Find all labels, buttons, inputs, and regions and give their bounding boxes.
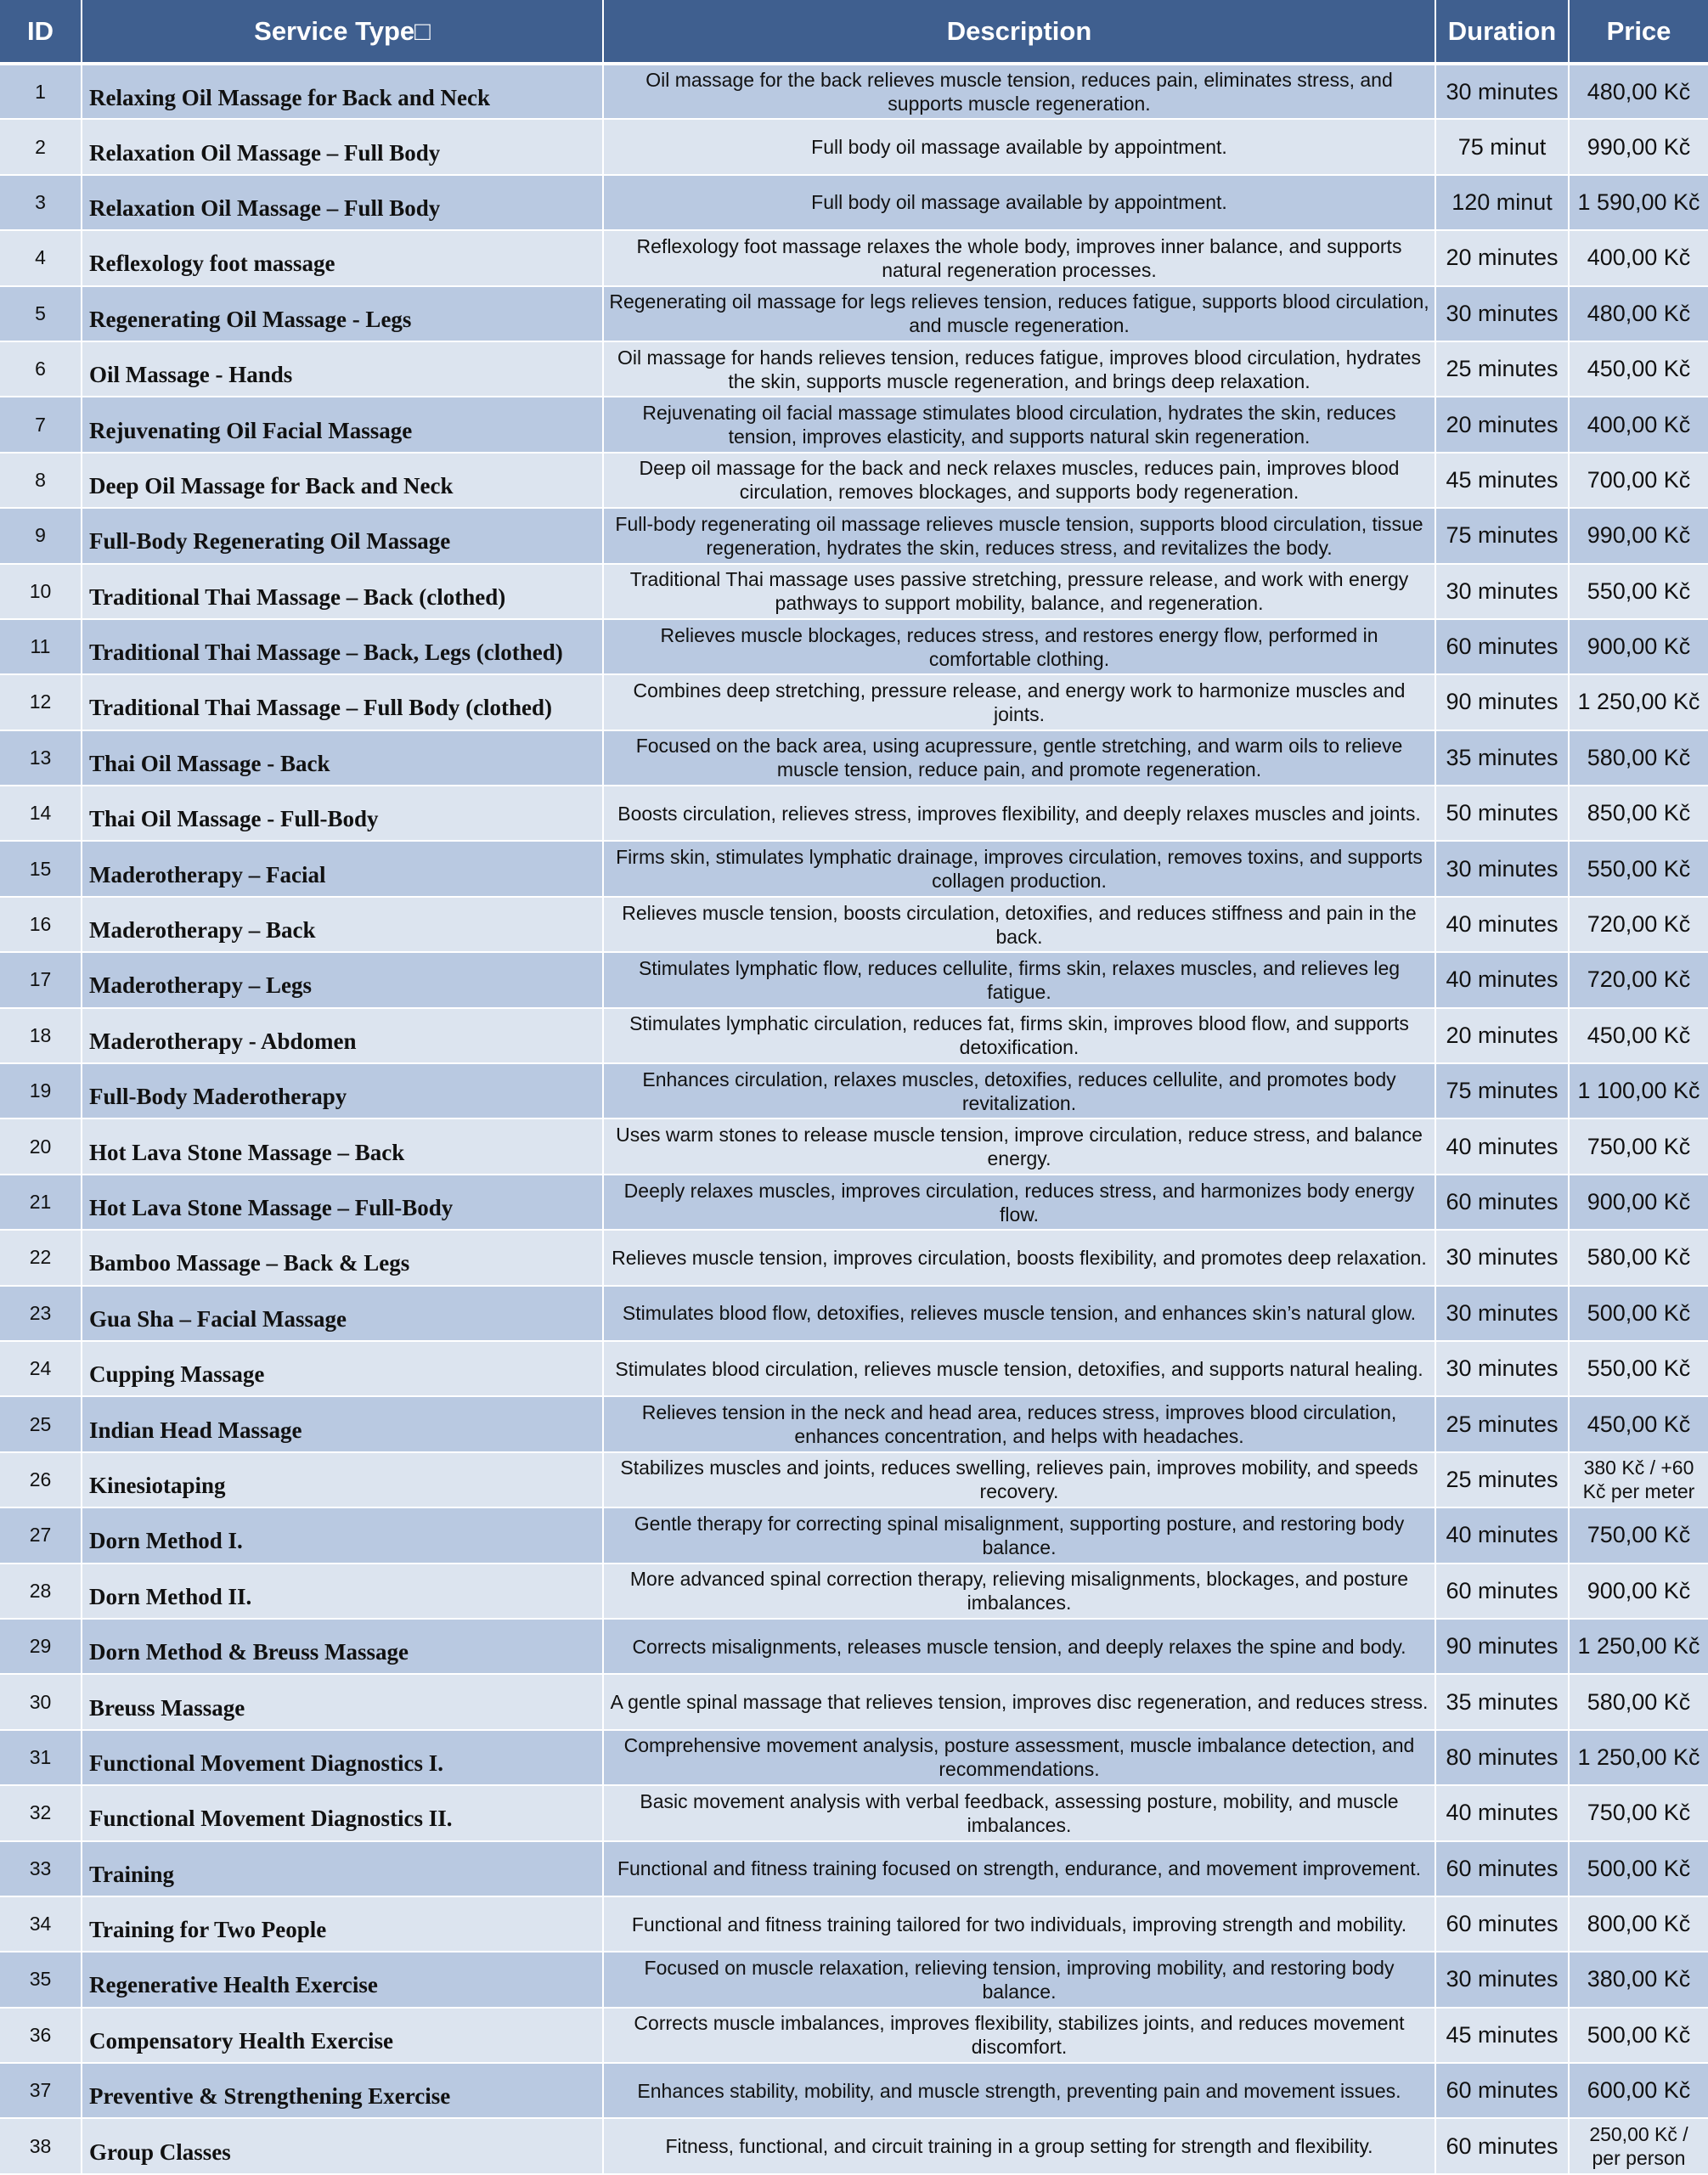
cell-service-type: Relaxation Oil Massage – Full Body xyxy=(82,119,603,174)
table-row xyxy=(0,1230,1708,1285)
cell-id: 37 xyxy=(0,2063,82,2118)
cell-service-type: Traditional Thai Massage – Back, Legs (clothed) xyxy=(82,619,603,674)
cell-price: 580,00 Kč xyxy=(1569,730,1708,786)
cell-duration: 45 minutes xyxy=(1435,453,1569,508)
cell-description: Uses warm stones to release muscle tension, improve circulation, reduce stress, and balance energy. xyxy=(603,1118,1435,1174)
table-header xyxy=(0,0,1708,64)
table-row xyxy=(0,1841,1708,1896)
cell-duration: 60 minutes xyxy=(1435,1564,1569,1619)
cell-service-type: Regenerative Health Exercise xyxy=(82,1952,603,2007)
table-row xyxy=(0,1341,1708,1396)
table-row xyxy=(0,674,1708,730)
cell-service-type: Deep Oil Massage for Back and Neck xyxy=(82,453,603,508)
cell-description: More advanced spinal correction therapy, relieving misalignments, blockages, and posture imbalances. xyxy=(603,1564,1435,1619)
cell-id: 19 xyxy=(0,1063,82,1118)
cell-duration: 30 minutes xyxy=(1435,1952,1569,2007)
table-row xyxy=(0,286,1708,341)
table-row xyxy=(0,564,1708,619)
cell-description: Oil massage for hands relieves tension, reduces fatigue, improves blood circulation, hydrates the skin, supports muscle regeneration, and brings deep relaxation. xyxy=(603,341,1435,397)
cell-id: 12 xyxy=(0,674,82,730)
cell-id: 11 xyxy=(0,619,82,674)
cell-id: 23 xyxy=(0,1286,82,1341)
cell-description: Rejuvenating oil facial massage stimulates blood circulation, hydrates the skin, reduces tension, improves elasticity, and supports natural skin regeneration. xyxy=(603,397,1435,452)
table-row xyxy=(0,1396,1708,1451)
cell-service-type: Bamboo Massage – Back & Legs xyxy=(82,1230,603,1285)
table-row xyxy=(0,1175,1708,1230)
cell-price: 500,00 Kč xyxy=(1569,2008,1708,2063)
table-row xyxy=(0,1730,1708,1785)
cell-price: 450,00 Kč xyxy=(1569,341,1708,397)
cell-duration: 75 minut xyxy=(1435,119,1569,174)
cell-id: 32 xyxy=(0,1785,82,1840)
cell-price: 750,00 Kč xyxy=(1569,1507,1708,1563)
cell-description: Relieves tension in the neck and head area, reduces stress, improves blood circulation, enhances concentration, and helps with headaches. xyxy=(603,1396,1435,1451)
cell-price: 1 250,00 Kč xyxy=(1569,1619,1708,1674)
cell-description: Traditional Thai massage uses passive stretching, pressure release, and work with energy pathways to support mobility, balance, and regeneration. xyxy=(603,564,1435,619)
table-row xyxy=(0,1507,1708,1563)
cell-description: Oil massage for the back relieves muscle tension, reduces pain, eliminates stress, and supports muscle regeneration. xyxy=(603,64,1435,119)
cell-id: 26 xyxy=(0,1452,82,1507)
cell-duration: 35 minutes xyxy=(1435,1674,1569,1729)
cell-duration: 60 minutes xyxy=(1435,2063,1569,2118)
cell-price: 400,00 Kč xyxy=(1569,230,1708,285)
cell-duration: 60 minutes xyxy=(1435,619,1569,674)
column-header-price: Price xyxy=(1569,0,1708,64)
cell-service-type: Functional Movement Diagnostics II. xyxy=(82,1785,603,1840)
cell-id: 30 xyxy=(0,1674,82,1729)
cell-id: 27 xyxy=(0,1507,82,1563)
cell-id: 33 xyxy=(0,1841,82,1896)
cell-duration: 20 minutes xyxy=(1435,397,1569,452)
cell-id: 35 xyxy=(0,1952,82,2007)
table-row xyxy=(0,1063,1708,1118)
cell-id: 4 xyxy=(0,230,82,285)
cell-description: Deeply relaxes muscles, improves circulation, reduces stress, and harmonizes body energy flow. xyxy=(603,1175,1435,1230)
cell-duration: 30 minutes xyxy=(1435,1286,1569,1341)
cell-service-type: Training xyxy=(82,1841,603,1896)
cell-id: 28 xyxy=(0,1564,82,1619)
table-row xyxy=(0,841,1708,896)
cell-price: 400,00 Kč xyxy=(1569,397,1708,452)
cell-price: 850,00 Kč xyxy=(1569,786,1708,841)
cell-price: 380,00 Kč xyxy=(1569,1952,1708,2007)
table-row xyxy=(0,1564,1708,1619)
table-row xyxy=(0,397,1708,452)
cell-duration: 25 minutes xyxy=(1435,341,1569,397)
cell-description: Stabilizes muscles and joints, reduces swelling, relieves pain, improves mobility, and speeds recovery. xyxy=(603,1452,1435,1507)
cell-service-type: Full-Body Maderotherapy xyxy=(82,1063,603,1118)
table-row xyxy=(0,2008,1708,2063)
cell-service-type: Thai Oil Massage - Full-Body xyxy=(82,786,603,841)
cell-description: Enhances circulation, relaxes muscles, detoxifies, reduces cellulite, and promotes body revitalization. xyxy=(603,1063,1435,1118)
cell-duration: 30 minutes xyxy=(1435,286,1569,341)
cell-service-type: Group Classes xyxy=(82,2118,603,2173)
cell-service-type: Breuss Massage xyxy=(82,1674,603,1729)
cell-duration: 35 minutes xyxy=(1435,730,1569,786)
cell-price: 900,00 Kč xyxy=(1569,1564,1708,1619)
cell-duration: 20 minutes xyxy=(1435,1008,1569,1063)
cell-description: Full body oil massage available by appointment. xyxy=(603,175,1435,230)
cell-duration: 75 minutes xyxy=(1435,508,1569,563)
cell-service-type: Dorn Method & Breuss Massage xyxy=(82,1619,603,1674)
cell-duration: 45 minutes xyxy=(1435,2008,1569,2063)
cell-duration: 120 minut xyxy=(1435,175,1569,230)
table-row xyxy=(0,230,1708,285)
header-row xyxy=(0,0,1708,64)
cell-price: 580,00 Kč xyxy=(1569,1674,1708,1729)
cell-service-type: Preventive & Strengthening Exercise xyxy=(82,2063,603,2118)
cell-description: Basic movement analysis with verbal feedback, assessing posture, mobility, and muscle imbalances. xyxy=(603,1785,1435,1840)
cell-duration: 30 minutes xyxy=(1435,1230,1569,1285)
table-body xyxy=(0,64,1708,2174)
cell-id: 5 xyxy=(0,286,82,341)
cell-description: Boosts circulation, relieves stress, improves flexibility, and deeply relaxes muscles and joints. xyxy=(603,786,1435,841)
table-row xyxy=(0,1118,1708,1174)
cell-description: Enhances stability, mobility, and muscle strength, preventing pain and movement issues. xyxy=(603,2063,1435,2118)
cell-description: Reflexology foot massage relaxes the whole body, improves inner balance, and supports natural regeneration processes. xyxy=(603,230,1435,285)
cell-id: 38 xyxy=(0,2118,82,2173)
cell-duration: 75 minutes xyxy=(1435,1063,1569,1118)
cell-price: 900,00 Kč xyxy=(1569,1175,1708,1230)
cell-description: Regenerating oil massage for legs relieves tension, reduces fatigue, supports blood circulation, and muscle regeneration. xyxy=(603,286,1435,341)
cell-description: Focused on muscle relaxation, relieving tension, improving mobility, and restoring body balance. xyxy=(603,1952,1435,2007)
cell-duration: 40 minutes xyxy=(1435,897,1569,952)
column-header-id: ID xyxy=(0,0,82,64)
cell-service-type: Oil Massage - Hands xyxy=(82,341,603,397)
cell-price: 550,00 Kč xyxy=(1569,564,1708,619)
cell-id: 29 xyxy=(0,1619,82,1674)
cell-service-type: Relaxation Oil Massage – Full Body xyxy=(82,175,603,230)
cell-service-type: Traditional Thai Massage – Back (clothed) xyxy=(82,564,603,619)
cell-description: Functional and fitness training tailored for two individuals, improving strength and mobility. xyxy=(603,1896,1435,1952)
cell-price: 1 590,00 Kč xyxy=(1569,175,1708,230)
cell-price: 550,00 Kč xyxy=(1569,1341,1708,1396)
cell-duration: 40 minutes xyxy=(1435,1118,1569,1174)
cell-service-type: Gua Sha – Facial Massage xyxy=(82,1286,603,1341)
cell-duration: 60 minutes xyxy=(1435,1841,1569,1896)
table-row xyxy=(0,2118,1708,2173)
cell-service-type: Relaxing Oil Massage for Back and Neck xyxy=(82,64,603,119)
cell-id: 8 xyxy=(0,453,82,508)
cell-service-type: Rejuvenating Oil Facial Massage xyxy=(82,397,603,452)
cell-price: 500,00 Kč xyxy=(1569,1841,1708,1896)
cell-price: 1 250,00 Kč xyxy=(1569,674,1708,730)
cell-service-type: Traditional Thai Massage – Full Body (clothed) xyxy=(82,674,603,730)
cell-price: 480,00 Kč xyxy=(1569,64,1708,119)
cell-service-type: Full-Body Regenerating Oil Massage xyxy=(82,508,603,563)
cell-service-type: Maderotherapy - Abdomen xyxy=(82,1008,603,1063)
column-header-description: Description xyxy=(603,0,1435,64)
cell-duration: 90 minutes xyxy=(1435,1619,1569,1674)
cell-description: Relieves muscle tension, boosts circulation, detoxifies, and reduces stiffness and pain in the back. xyxy=(603,897,1435,952)
table-row xyxy=(0,1008,1708,1063)
cell-duration: 60 minutes xyxy=(1435,1175,1569,1230)
cell-id: 22 xyxy=(0,1230,82,1285)
cell-price: 1 100,00 Kč xyxy=(1569,1063,1708,1118)
cell-duration: 30 minutes xyxy=(1435,64,1569,119)
cell-id: 3 xyxy=(0,175,82,230)
cell-description: Combines deep stretching, pressure release, and energy work to harmonize muscles and joints. xyxy=(603,674,1435,730)
cell-service-type: Training for Two People xyxy=(82,1896,603,1952)
cell-service-type: Hot Lava Stone Massage – Full-Body xyxy=(82,1175,603,1230)
cell-service-type: Maderotherapy – Back xyxy=(82,897,603,952)
cell-duration: 40 minutes xyxy=(1435,952,1569,1007)
cell-description: Full body oil massage available by appointment. xyxy=(603,119,1435,174)
cell-duration: 30 minutes xyxy=(1435,1341,1569,1396)
cell-duration: 60 minutes xyxy=(1435,2118,1569,2173)
cell-price: 450,00 Kč xyxy=(1569,1396,1708,1451)
cell-service-type: Hot Lava Stone Massage – Back xyxy=(82,1118,603,1174)
cell-price: 900,00 Kč xyxy=(1569,619,1708,674)
cell-description: Gentle therapy for correcting spinal misalignment, supporting posture, and restoring body balance. xyxy=(603,1507,1435,1563)
cell-description: Relieves muscle blockages, reduces stress, and restores energy flow, performed in comfortable clothing. xyxy=(603,619,1435,674)
cell-description: Full-body regenerating oil massage relieves muscle tension, supports blood circulation, tissue regeneration, hydrates the skin, reduces stress, and revitalizes the body. xyxy=(603,508,1435,563)
table-row xyxy=(0,64,1708,119)
cell-id: 24 xyxy=(0,1341,82,1396)
cell-id: 13 xyxy=(0,730,82,786)
cell-duration: 20 minutes xyxy=(1435,230,1569,285)
table-row xyxy=(0,1785,1708,1840)
cell-id: 1 xyxy=(0,64,82,119)
cell-price: 450,00 Kč xyxy=(1569,1008,1708,1063)
cell-description: Focused on the back area, using acupressure, gentle stretching, and warm oils to relieve muscle tension, reduce pain, and promote regeneration. xyxy=(603,730,1435,786)
cell-service-type: Dorn Method II. xyxy=(82,1564,603,1619)
cell-description: Deep oil massage for the back and neck relaxes muscles, reduces pain, improves blood circulation, removes blockages, and supports body regeneration. xyxy=(603,453,1435,508)
cell-service-type: Regenerating Oil Massage - Legs xyxy=(82,286,603,341)
table-row xyxy=(0,2063,1708,2118)
cell-price: 380 Kč / +60 Kč per meter xyxy=(1569,1452,1708,1507)
cell-duration: 30 minutes xyxy=(1435,564,1569,619)
cell-service-type: Reflexology foot massage xyxy=(82,230,603,285)
cell-price: 550,00 Kč xyxy=(1569,841,1708,896)
table-row xyxy=(0,1952,1708,2007)
cell-description: A gentle spinal massage that relieves tension, improves disc regeneration, and reduces stress. xyxy=(603,1674,1435,1729)
cell-id: 20 xyxy=(0,1118,82,1174)
cell-service-type: Indian Head Massage xyxy=(82,1396,603,1451)
cell-id: 34 xyxy=(0,1896,82,1952)
cell-price: 990,00 Kč xyxy=(1569,508,1708,563)
cell-id: 36 xyxy=(0,2008,82,2063)
cell-price: 1 250,00 Kč xyxy=(1569,1730,1708,1785)
cell-price: 720,00 Kč xyxy=(1569,952,1708,1007)
cell-service-type: Compensatory Health Exercise xyxy=(82,2008,603,2063)
column-header-duration: Duration xyxy=(1435,0,1569,64)
cell-duration: 30 minutes xyxy=(1435,841,1569,896)
cell-description: Functional and fitness training focused on strength, endurance, and movement improvement. xyxy=(603,1841,1435,1896)
table-row xyxy=(0,341,1708,397)
cell-service-type: Dorn Method I. xyxy=(82,1507,603,1563)
cell-id: 10 xyxy=(0,564,82,619)
table-row xyxy=(0,453,1708,508)
cell-price: 990,00 Kč xyxy=(1569,119,1708,174)
table-row xyxy=(0,1674,1708,1729)
cell-duration: 40 minutes xyxy=(1435,1785,1569,1840)
cell-id: 21 xyxy=(0,1175,82,1230)
cell-description: Relieves muscle tension, improves circulation, boosts flexibility, and promotes deep relaxation. xyxy=(603,1230,1435,1285)
cell-service-type: Thai Oil Massage - Back xyxy=(82,730,603,786)
table-row xyxy=(0,897,1708,952)
cell-price: 800,00 Kč xyxy=(1569,1896,1708,1952)
cell-service-type: Maderotherapy – Legs xyxy=(82,952,603,1007)
table-row xyxy=(0,1452,1708,1507)
table-row xyxy=(0,1896,1708,1952)
table-row xyxy=(0,619,1708,674)
cell-id: 15 xyxy=(0,841,82,896)
table-row xyxy=(0,1619,1708,1674)
cell-description: Corrects muscle imbalances, improves flexibility, stabilizes joints, and reduces movement discomfort. xyxy=(603,2008,1435,2063)
cell-duration: 80 minutes xyxy=(1435,1730,1569,1785)
cell-service-type: Cupping Massage xyxy=(82,1341,603,1396)
cell-id: 16 xyxy=(0,897,82,952)
table-row xyxy=(0,786,1708,841)
cell-price: 580,00 Kč xyxy=(1569,1230,1708,1285)
table-row xyxy=(0,730,1708,786)
cell-id: 7 xyxy=(0,397,82,452)
cell-id: 17 xyxy=(0,952,82,1007)
cell-price: 500,00 Kč xyxy=(1569,1286,1708,1341)
cell-description: Stimulates blood circulation, relieves muscle tension, detoxifies, and supports natural healing. xyxy=(603,1341,1435,1396)
table-row xyxy=(0,1286,1708,1341)
cell-id: 9 xyxy=(0,508,82,563)
column-header-service-type: Service Type□ xyxy=(82,0,603,64)
cell-price: 600,00 Kč xyxy=(1569,2063,1708,2118)
cell-duration: 50 minutes xyxy=(1435,786,1569,841)
cell-price: 750,00 Kč xyxy=(1569,1118,1708,1174)
cell-price: 480,00 Kč xyxy=(1569,286,1708,341)
cell-duration: 90 minutes xyxy=(1435,674,1569,730)
cell-id: 25 xyxy=(0,1396,82,1451)
cell-duration: 25 minutes xyxy=(1435,1396,1569,1451)
cell-price: 750,00 Kč xyxy=(1569,1785,1708,1840)
cell-service-type: Maderotherapy – Facial xyxy=(82,841,603,896)
cell-service-type: Kinesiotaping xyxy=(82,1452,603,1507)
cell-description: Stimulates lymphatic circulation, reduces fat, firms skin, improves blood flow, and supports detoxification. xyxy=(603,1008,1435,1063)
cell-description: Stimulates blood flow, detoxifies, relieves muscle tension, and enhances skin’s natural glow. xyxy=(603,1286,1435,1341)
cell-duration: 60 minutes xyxy=(1435,1896,1569,1952)
cell-duration: 25 minutes xyxy=(1435,1452,1569,1507)
table-row xyxy=(0,508,1708,563)
cell-description: Fitness, functional, and circuit training in a group setting for strength and flexibility. xyxy=(603,2118,1435,2173)
table-row xyxy=(0,119,1708,174)
cell-duration: 40 minutes xyxy=(1435,1507,1569,1563)
table-row xyxy=(0,952,1708,1007)
cell-id: 2 xyxy=(0,119,82,174)
cell-price: 720,00 Kč xyxy=(1569,897,1708,952)
cell-description: Firms skin, stimulates lymphatic drainage, improves circulation, removes toxins, and supports collagen production. xyxy=(603,841,1435,896)
cell-id: 14 xyxy=(0,786,82,841)
cell-description: Comprehensive movement analysis, posture assessment, muscle imbalance detection, and recommendations. xyxy=(603,1730,1435,1785)
cell-price: 250,00 Kč / per person xyxy=(1569,2118,1708,2173)
table-row xyxy=(0,175,1708,230)
cell-service-type: Functional Movement Diagnostics I. xyxy=(82,1730,603,1785)
cell-id: 6 xyxy=(0,341,82,397)
cell-description: Corrects misalignments, releases muscle tension, and deeply relaxes the spine and body. xyxy=(603,1619,1435,1674)
cell-id: 31 xyxy=(0,1730,82,1785)
cell-id: 18 xyxy=(0,1008,82,1063)
cell-price: 700,00 Kč xyxy=(1569,453,1708,508)
cell-description: Stimulates lymphatic flow, reduces cellulite, firms skin, relaxes muscles, and relieves leg fatigue. xyxy=(603,952,1435,1007)
